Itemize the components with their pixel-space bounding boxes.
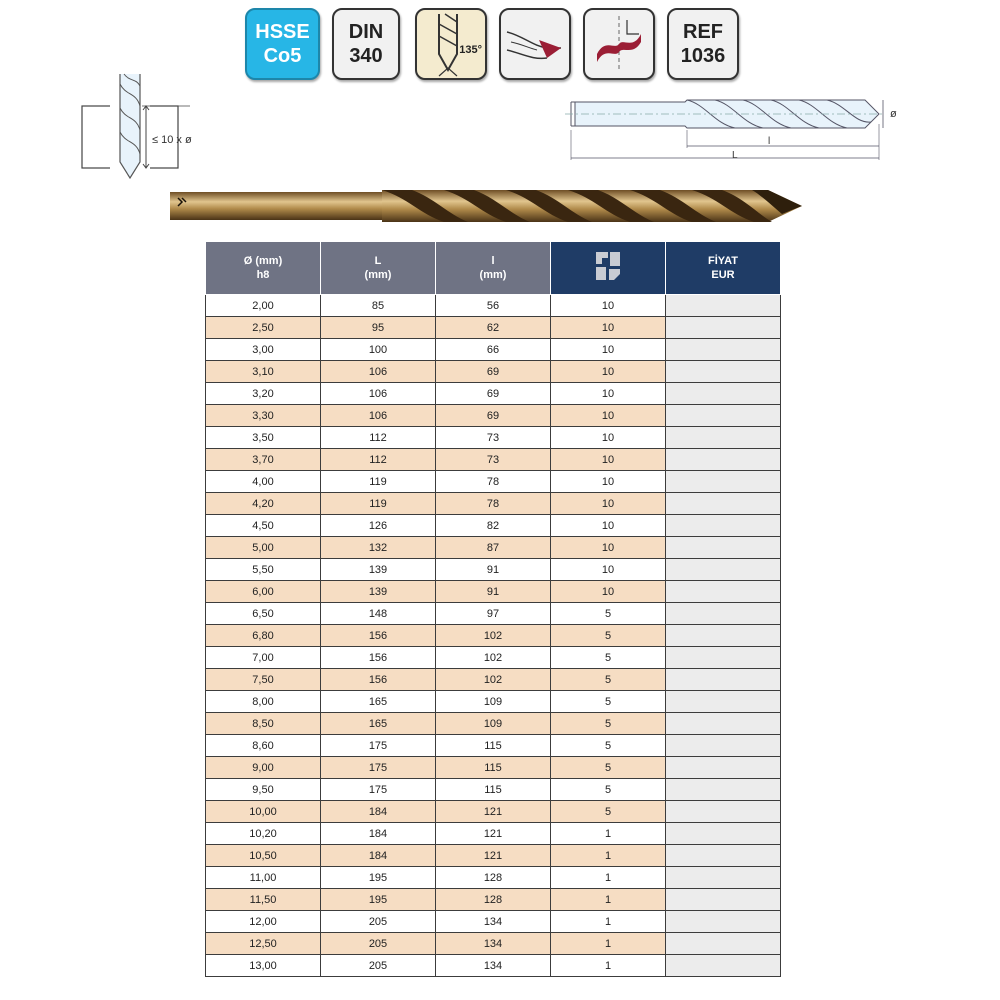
table-row <box>206 339 781 361</box>
cell-flute-length: 109 <box>436 691 551 713</box>
cell-flute-length: 134 <box>436 955 551 977</box>
cell-diameter: 3,50 <box>206 427 321 449</box>
cell-diameter: 8,50 <box>206 713 321 735</box>
cell-total-length: 156 <box>321 669 436 691</box>
cell-pack-quantity: 10 <box>551 537 666 559</box>
cell-flute-length: 128 <box>436 867 551 889</box>
table-row <box>206 823 781 845</box>
cell-price <box>666 867 781 889</box>
cell-price <box>666 647 781 669</box>
cell-total-length: 184 <box>321 823 436 845</box>
table-row <box>206 581 781 603</box>
diameter-symbol: ø <box>890 108 897 120</box>
cell-price <box>666 471 781 493</box>
header-total-length <box>321 242 436 295</box>
table-row <box>206 647 781 669</box>
cell-price <box>666 405 781 427</box>
point-badge <box>583 8 655 80</box>
table-row <box>206 735 781 757</box>
cell-price <box>666 801 781 823</box>
depth-label: ≤ 10 x ø <box>152 134 192 146</box>
cell-pack-quantity: 5 <box>551 669 666 691</box>
cell-pack-quantity: 10 <box>551 449 666 471</box>
flute-cut-icon <box>503 14 567 74</box>
cell-diameter: 4,20 <box>206 493 321 515</box>
cell-price <box>666 295 781 317</box>
cell-diameter: 3,30 <box>206 405 321 427</box>
cell-flute-length: 62 <box>436 317 551 339</box>
cell-total-length: 106 <box>321 361 436 383</box>
cell-price <box>666 933 781 955</box>
cell-total-length: 195 <box>321 867 436 889</box>
standard-line1: DIN <box>348 21 384 43</box>
standard-badge <box>332 8 400 80</box>
cell-flute-length: 82 <box>436 515 551 537</box>
cell-flute-length: 91 <box>436 559 551 581</box>
cell-diameter: 10,00 <box>206 801 321 823</box>
cell-pack-quantity: 5 <box>551 603 666 625</box>
cell-flute-length: 73 <box>436 427 551 449</box>
cell-price <box>666 779 781 801</box>
table-row <box>206 779 781 801</box>
cell-diameter: 12,00 <box>206 911 321 933</box>
flute-badge <box>499 8 571 80</box>
cell-pack-quantity: 5 <box>551 779 666 801</box>
cell-diameter: 7,50 <box>206 669 321 691</box>
header-diameter-line2: h8 <box>256 269 270 281</box>
drill-bit-image <box>168 184 808 228</box>
cell-flute-length: 78 <box>436 471 551 493</box>
cell-pack-quantity: 1 <box>551 845 666 867</box>
cell-total-length: 205 <box>321 911 436 933</box>
cell-price <box>666 427 781 449</box>
cell-diameter: 3,20 <box>206 383 321 405</box>
table-row <box>206 295 781 317</box>
table-row <box>206 493 781 515</box>
cell-flute-length: 87 <box>436 537 551 559</box>
cell-diameter: 6,80 <box>206 625 321 647</box>
cell-flute-length: 134 <box>436 933 551 955</box>
cell-diameter: 3,00 <box>206 339 321 361</box>
cell-pack-quantity: 5 <box>551 625 666 647</box>
header-pack-quantity <box>551 242 666 295</box>
cell-total-length: 184 <box>321 801 436 823</box>
material-line1: HSSE <box>255 21 310 43</box>
cell-pack-quantity: 5 <box>551 757 666 779</box>
cell-price <box>666 515 781 537</box>
table-row <box>206 405 781 427</box>
cell-total-length: 95 <box>321 317 436 339</box>
header-flute-length <box>436 242 551 295</box>
material-badge <box>245 8 320 80</box>
cell-pack-quantity: 5 <box>551 735 666 757</box>
table-row <box>206 515 781 537</box>
table-row <box>206 603 781 625</box>
cell-flute-length: 134 <box>436 911 551 933</box>
cell-flute-length: 69 <box>436 383 551 405</box>
cell-pack-quantity: 10 <box>551 471 666 493</box>
drill-dimension-diagram <box>565 94 885 162</box>
reference-line1: REF <box>683 21 723 43</box>
cell-diameter: 11,00 <box>206 867 321 889</box>
cell-total-length: 106 <box>321 405 436 427</box>
cell-pack-quantity: 10 <box>551 427 666 449</box>
cell-total-length: 112 <box>321 449 436 471</box>
cell-flute-length: 121 <box>436 845 551 867</box>
cell-pack-quantity: 5 <box>551 691 666 713</box>
table-header <box>206 242 781 295</box>
cell-total-length: 156 <box>321 625 436 647</box>
cell-pack-quantity: 1 <box>551 867 666 889</box>
cell-diameter: 13,00 <box>206 955 321 977</box>
table-row <box>206 889 781 911</box>
material-line2: Co5 <box>263 45 302 67</box>
cell-total-length: 100 <box>321 339 436 361</box>
cell-total-length: 205 <box>321 955 436 977</box>
cell-pack-quantity: 10 <box>551 515 666 537</box>
header-price <box>666 242 781 295</box>
cell-pack-quantity: 10 <box>551 493 666 515</box>
cell-diameter: 3,10 <box>206 361 321 383</box>
cell-flute-length: 69 <box>436 361 551 383</box>
cell-diameter: 3,70 <box>206 449 321 471</box>
cell-total-length: 126 <box>321 515 436 537</box>
cell-pack-quantity: 1 <box>551 955 666 977</box>
table-row <box>206 911 781 933</box>
cell-total-length: 139 <box>321 559 436 581</box>
cell-pack-quantity: 10 <box>551 361 666 383</box>
table-row <box>206 537 781 559</box>
cell-price <box>666 625 781 647</box>
table-row <box>206 801 781 823</box>
cell-diameter: 4,50 <box>206 515 321 537</box>
cell-diameter: 5,50 <box>206 559 321 581</box>
cell-flute-length: 73 <box>436 449 551 471</box>
cell-price <box>666 889 781 911</box>
table-row <box>206 559 781 581</box>
cell-diameter: 9,00 <box>206 757 321 779</box>
cell-diameter: 2,00 <box>206 295 321 317</box>
cell-flute-length: 115 <box>436 779 551 801</box>
table-row <box>206 669 781 691</box>
cell-flute-length: 78 <box>436 493 551 515</box>
cell-flute-length: 121 <box>436 823 551 845</box>
cell-pack-quantity: 5 <box>551 647 666 669</box>
cell-total-length: 85 <box>321 295 436 317</box>
cell-total-length: 132 <box>321 537 436 559</box>
table-row <box>206 713 781 735</box>
cell-pack-quantity: 10 <box>551 317 666 339</box>
package-quantity-icon <box>590 248 626 284</box>
cell-flute-length: 128 <box>436 889 551 911</box>
cell-diameter: 10,20 <box>206 823 321 845</box>
cell-diameter: 11,50 <box>206 889 321 911</box>
cell-diameter: 5,00 <box>206 537 321 559</box>
header-flute-length-line1: l <box>491 255 495 267</box>
cell-diameter: 2,50 <box>206 317 321 339</box>
cell-total-length: 106 <box>321 383 436 405</box>
table-body <box>206 295 781 977</box>
cell-total-length: 175 <box>321 735 436 757</box>
cell-price <box>666 537 781 559</box>
table-row <box>206 317 781 339</box>
cell-pack-quantity: 1 <box>551 933 666 955</box>
header-total-length-line2: (mm) <box>364 269 392 281</box>
cell-price <box>666 493 781 515</box>
drilling-depth-diagram <box>80 72 190 184</box>
cell-total-length: 119 <box>321 471 436 493</box>
table-row <box>206 845 781 867</box>
cell-price <box>666 339 781 361</box>
cell-price <box>666 603 781 625</box>
cell-diameter: 4,00 <box>206 471 321 493</box>
cell-total-length: 156 <box>321 647 436 669</box>
split-point-icon <box>587 12 651 76</box>
cell-pack-quantity: 10 <box>551 383 666 405</box>
cell-pack-quantity: 1 <box>551 889 666 911</box>
cell-flute-length: 115 <box>436 757 551 779</box>
cell-total-length: 165 <box>321 713 436 735</box>
table-row <box>206 427 781 449</box>
cell-flute-length: 66 <box>436 339 551 361</box>
cell-total-length: 175 <box>321 757 436 779</box>
table-row <box>206 691 781 713</box>
table-row <box>206 471 781 493</box>
table-row <box>206 361 781 383</box>
cell-price <box>666 735 781 757</box>
cell-pack-quantity: 10 <box>551 405 666 427</box>
cell-flute-length: 97 <box>436 603 551 625</box>
header-flute-length-line2: (mm) <box>479 269 507 281</box>
cell-flute-length: 69 <box>436 405 551 427</box>
cell-pack-quantity: 10 <box>551 581 666 603</box>
cell-total-length: 148 <box>321 603 436 625</box>
point-angle-label: 135° <box>459 44 482 56</box>
cell-diameter: 8,00 <box>206 691 321 713</box>
cell-price <box>666 845 781 867</box>
reference-badge <box>667 8 739 80</box>
table-row <box>206 383 781 405</box>
cell-flute-length: 115 <box>436 735 551 757</box>
cell-flute-length: 109 <box>436 713 551 735</box>
product-table <box>205 241 781 977</box>
cell-total-length: 175 <box>321 779 436 801</box>
cell-pack-quantity: 10 <box>551 295 666 317</box>
cell-total-length: 139 <box>321 581 436 603</box>
cell-total-length: 195 <box>321 889 436 911</box>
cell-pack-quantity: 5 <box>551 713 666 735</box>
reference-line2: 1036 <box>680 45 726 67</box>
cell-price <box>666 449 781 471</box>
cell-pack-quantity: 10 <box>551 559 666 581</box>
table-row <box>206 449 781 471</box>
cell-price <box>666 581 781 603</box>
cell-flute-length: 56 <box>436 295 551 317</box>
cell-diameter: 7,00 <box>206 647 321 669</box>
table-header-row <box>206 242 781 295</box>
cell-total-length: 112 <box>321 427 436 449</box>
point-angle-badge <box>415 8 487 80</box>
cell-total-length: 205 <box>321 933 436 955</box>
cell-price <box>666 317 781 339</box>
cell-pack-quantity: 1 <box>551 911 666 933</box>
table-row <box>206 757 781 779</box>
cell-price <box>666 911 781 933</box>
cell-total-length: 165 <box>321 691 436 713</box>
cell-price <box>666 383 781 405</box>
cell-flute-length: 102 <box>436 647 551 669</box>
cell-pack-quantity: 10 <box>551 339 666 361</box>
cell-diameter: 6,50 <box>206 603 321 625</box>
table-row <box>206 625 781 647</box>
table-row <box>206 867 781 889</box>
cell-total-length: 119 <box>321 493 436 515</box>
cell-flute-length: 102 <box>436 625 551 647</box>
cell-flute-length: 91 <box>436 581 551 603</box>
cell-price <box>666 361 781 383</box>
cell-flute-length: 102 <box>436 669 551 691</box>
cell-price <box>666 559 781 581</box>
cell-flute-length: 121 <box>436 801 551 823</box>
cell-diameter: 9,50 <box>206 779 321 801</box>
cell-price <box>666 691 781 713</box>
cell-price <box>666 669 781 691</box>
cell-diameter: 8,60 <box>206 735 321 757</box>
cell-pack-quantity: 1 <box>551 823 666 845</box>
cell-diameter: 6,00 <box>206 581 321 603</box>
product-table-wrapper <box>205 241 781 977</box>
header-price-line1: FİYAT <box>708 255 738 267</box>
cell-diameter: 12,50 <box>206 933 321 955</box>
cell-price <box>666 757 781 779</box>
header-diameter <box>206 242 321 295</box>
standard-line2: 340 <box>349 45 383 67</box>
cell-price <box>666 955 781 977</box>
total-length-label: L <box>732 150 738 161</box>
cell-pack-quantity: 5 <box>551 801 666 823</box>
header-price-line2: EUR <box>711 269 735 281</box>
flute-length-label: l <box>768 136 771 147</box>
cell-diameter: 10,50 <box>206 845 321 867</box>
cell-price <box>666 713 781 735</box>
header-diameter-line1: Ø (mm) <box>243 255 283 267</box>
cell-total-length: 184 <box>321 845 436 867</box>
table-row <box>206 933 781 955</box>
header-total-length-line1: L <box>374 255 382 267</box>
table-row <box>206 955 781 977</box>
spec-badges <box>245 8 745 84</box>
cell-price <box>666 823 781 845</box>
